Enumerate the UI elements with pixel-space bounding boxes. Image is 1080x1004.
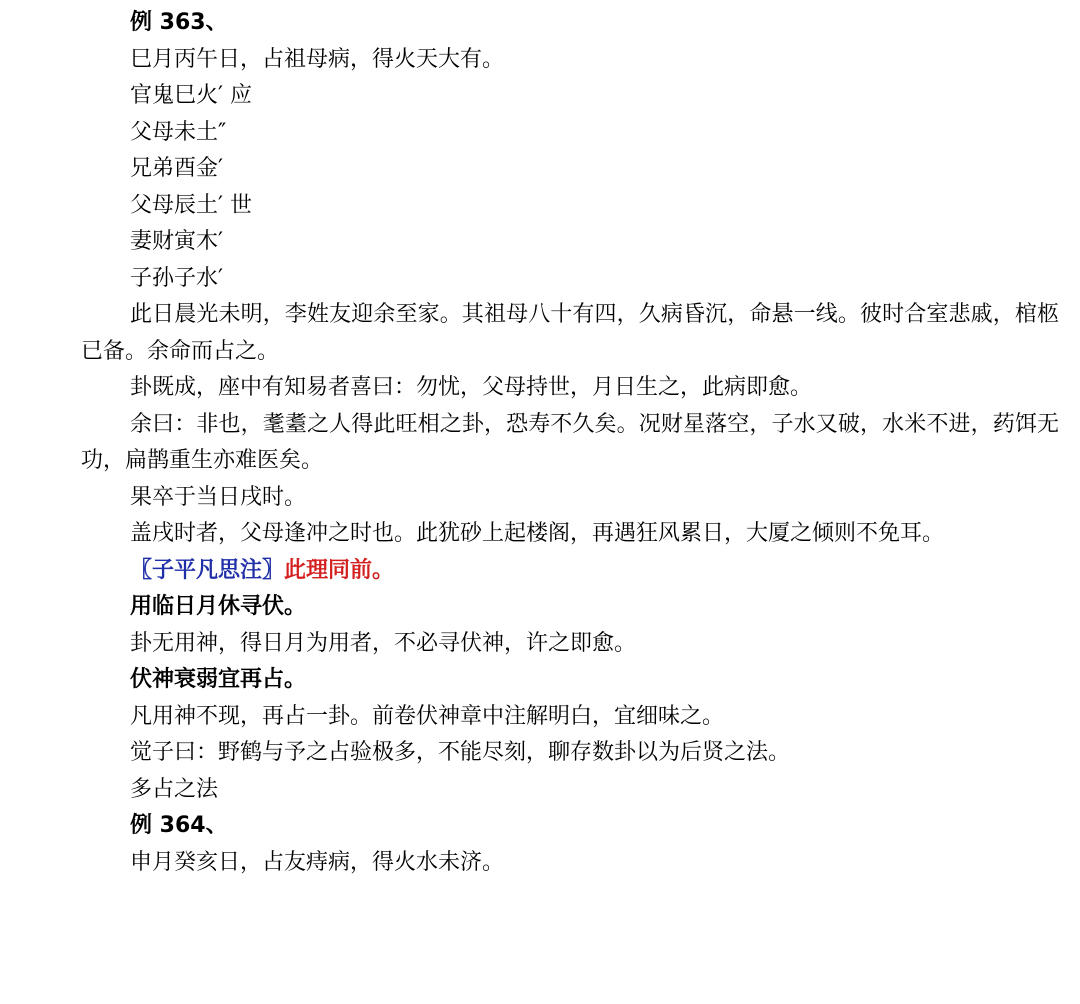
paragraph: 此日晨光未明，李姓友迎余至家。其祖母八十有四，久病昏沉，命悬一线。彼时合室悲戚，棺柩已备。余命而占之。 [81, 302, 1059, 364]
document-page [81, 5, 1059, 881]
annotation-tag: 〖子平凡思注〗 [130, 557, 285, 583]
hexagram-line: 父母辰土′ 世 [130, 192, 252, 218]
section-heading: 用临日月休寻伏。 [130, 594, 307, 619]
hexagram-line: 兄弟酉金′ [130, 156, 223, 181]
paragraph: 觉子曰：野鹤与予之占验极多，不能尽刻，聊存数卦以为后贤之法。 [130, 740, 791, 765]
paragraph: 多占之法 [130, 776, 219, 802]
paragraph: 卦既成，座中有知易者喜曰：勿忧，父母持世，月日生之，此病即愈。 [130, 375, 813, 400]
paragraph: 余曰：非也，耄耋之人得此旺相之卦，恐寿不久矣。况财星落空，子水又破，水米不进，药饵无功，扁鹊重生亦难医矣。 [81, 411, 1059, 473]
hexagram-line: 子孙子水′ [130, 265, 223, 291]
hexagram-line: 妻财寅木′ [130, 229, 223, 254]
example-heading: 例 364、 [130, 813, 228, 838]
hexagram-line: 官鬼巳火′ 应 [130, 83, 252, 108]
annotation-note [81, 553, 1059, 590]
section-heading: 伏神衰弱宜再占。 [130, 667, 307, 692]
annotation-text: 此理同前。 [284, 557, 395, 583]
paragraph: 果卒于当日戌时。 [130, 484, 307, 510]
example-heading: 例 363、 [130, 10, 228, 35]
paragraph: 盖戌时者，父母逢冲之时也。此犹砂上起楼阁，再遇狂风累日，大厦之倾则不免耳。 [130, 521, 945, 546]
hexagram-line: 父母未土″ [130, 119, 227, 145]
paragraph: 凡用神不现，再占一卦。前卷伏神章中注解明白，宜细味之。 [130, 703, 725, 729]
paragraph: 申月癸亥日，占友痔病，得火水未济。 [130, 849, 505, 875]
paragraph: 巳月丙午日，占祖母病，得火天大有。 [130, 46, 505, 72]
paragraph: 卦无用神，得日月为用者，不必寻伏神，许之即愈。 [130, 630, 637, 656]
